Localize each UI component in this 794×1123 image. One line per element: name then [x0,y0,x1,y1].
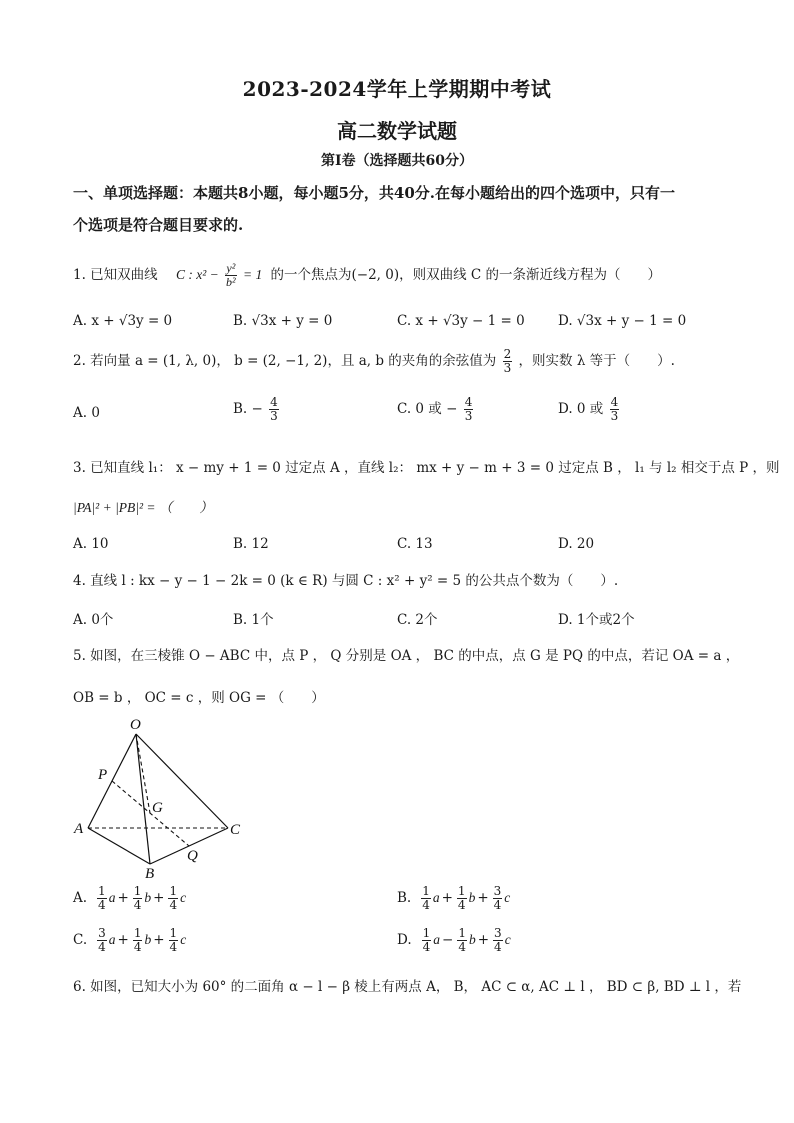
segment-PQ [112,781,189,846]
q5-term-num: 1 [458,926,466,940]
q2-option-b-pre: B. − [233,401,263,417]
q5-option-label: B. [397,890,412,906]
question-4: 4. 直线 l : kx − y − 1 − 2k = 0 (k ∈ R) 与圆 C : x² + y² = 5 的公共点个数为（ ）. [73,573,619,589]
question-3-line2: |PA|² + |PB|² = （ ） [73,500,213,515]
q5-term-den: 4 [98,898,106,912]
q4-option-d[interactable]: D. 1个或2个 [558,612,635,628]
q2-option-d-pre: D. 0 或 [558,401,604,417]
q5-term-operator: + [117,932,129,948]
q2-option-c[interactable] [397,396,475,423]
q5-term-vector: a [433,932,441,947]
question-1 [73,262,661,289]
q5-option-label: A. [73,890,88,906]
q5-option-c[interactable] [73,927,190,954]
q1-option-c[interactable]: C. x + √3y − 1 = 0 [397,313,525,329]
q2-text-a: 2. 若向量 a = (1, λ, 0)， b = (2, −1, 2)，且 a, b 的夹角的余弦值为 [73,353,497,369]
q5-term-operator: + [153,890,165,906]
q5-term-fraction [457,927,467,954]
q3-option-c[interactable]: C. 13 [397,536,433,552]
q5-term-vector: b [144,932,152,947]
q1-option-b[interactable]: B. √3x + y = 0 [233,313,333,329]
label-C: C [230,822,241,838]
q1-frac-num: y² [226,261,236,275]
q2-option-a[interactable]: A. 0 [73,405,100,421]
q5-term-vector: c [504,932,511,947]
q5-term-fraction [97,927,107,954]
q5-term-den: 4 [133,898,142,912]
q2-option-b-num: 4 [270,395,278,409]
q5-term-vector: c [504,890,511,905]
q4-option-a[interactable]: A. 0个 [73,612,114,628]
q5-term-den: 4 [422,940,431,954]
q5-term-num: 1 [133,884,142,898]
q5-term-num: 3 [494,926,502,940]
q1-text: 的一个焦点为(−2, 0)，则双曲线 C 的一条渐近线方程为（ ） [270,267,662,283]
q2-frac-den: 3 [503,361,512,375]
edge-OC [136,734,228,828]
q5-term-num: 3 [98,926,106,940]
q2-option-c-frac [464,396,474,423]
q2-option-d[interactable] [558,396,621,423]
q1-option-d[interactable]: D. √3x + y − 1 = 0 [558,313,687,329]
q1-eq: = 1 [242,267,263,282]
q2-option-c-den: 3 [464,409,473,423]
q5-term-vector: a [432,890,440,905]
q5-term-fraction [168,885,178,912]
q5-term-den: 4 [493,898,502,912]
q5-term-den: 4 [457,898,466,912]
q3-option-d[interactable]: D. 20 [558,536,595,552]
q5-term-den: 4 [98,940,106,954]
q2-frac-num: 2 [503,347,512,361]
q5-term-num: 1 [98,884,106,898]
q2-option-b-frac [269,396,279,423]
q5-term-vector: a [108,890,116,905]
q2-option-d-num: 4 [610,395,619,409]
q5-term-num: 1 [133,926,142,940]
q5-term-vector: c [180,890,187,905]
q5-term-num: 1 [422,926,431,940]
q5-term-fraction [493,927,503,954]
label-P: P [98,767,108,783]
q5-option-b[interactable] [397,885,514,912]
q5-term-den: 4 [422,898,430,912]
q2-fraction [503,348,513,375]
q5-term-fraction [421,885,431,912]
q3-option-a[interactable]: A. 10 [73,536,109,552]
exam-subtitle: 高二数学试题 [337,119,457,143]
q1-curve: C : x² − [175,267,219,282]
q5-term-num: 1 [169,884,178,898]
q2-option-c-pre: C. 0 或 − [397,401,458,417]
q1-fraction [225,262,237,289]
q5-term-vector: b [468,932,476,947]
q5-option-d[interactable] [397,927,515,954]
edge-AB [88,828,150,864]
q5-term-fraction [133,885,143,912]
q5-term-fraction [97,885,107,912]
exam-title: 2023-2024学年上学期期中考试 [242,77,552,101]
question-5-line1: 5. 如图，在三棱锥 O − ABC 中，点 P ， Q 分别是 OA ， BC 的中点，点 G 是 PQ 的中点，若记 OA = a ， [73,648,740,664]
tetrahedron-figure [70,712,260,882]
q5-term-den: 4 [169,898,178,912]
q5-term-den: 4 [494,940,502,954]
q5-term-operator: + [477,932,490,948]
q5-term-num: 1 [422,884,430,898]
label-Q: Q [187,848,198,864]
q2-text-b: ，则实数 λ 等于（ ）. [518,353,675,369]
q5-term-vector: b [468,890,476,905]
label-B: B [145,866,155,882]
q1-frac-den: b² [226,275,236,289]
q5-term-num: 1 [169,926,178,940]
section-heading-line2: 个选项是符合题目要求的. [73,216,244,234]
q5-term-operator: + [477,890,489,906]
q5-term-operator: + [441,890,453,906]
q5-term-den: 4 [169,940,178,954]
q1-prefix: 1. 已知双曲线 [73,267,158,283]
q4-option-c[interactable]: C. 2个 [397,612,438,628]
q3-option-b[interactable]: B. 12 [233,536,269,552]
q5-term-fraction [457,885,467,912]
label-O: O [130,717,141,733]
q5-term-den: 4 [133,940,142,954]
label-G: G [152,800,163,816]
q2-option-d-frac [610,396,620,423]
q5-option-a[interactable] [73,885,190,912]
q5-term-operator: + [153,932,165,948]
question-6-line1: 6. 如图，已知大小为 60° 的二面角 α − l − β 棱上有两点 A， B， AC ⊂ α, AC ⊥ l ， BD ⊂ β, BD ⊥ l ，若 [73,979,742,995]
q5-term-operator: + [117,890,129,906]
q5-term-den: 4 [458,940,466,954]
q5-term-fraction [169,927,179,954]
q2-option-d-den: 3 [610,409,619,423]
q5-option-label: C. [73,932,88,948]
q5-term-vector: a [108,932,116,947]
q5-term-vector: c [180,932,187,947]
q5-term-vector: b [144,890,152,905]
q5-term-fraction [493,885,503,912]
part-label: 第Ⅰ卷（选择题共60分） [320,153,474,169]
q1-option-a[interactable]: A. x + √3y = 0 [73,313,173,329]
q5-term-operator: − [442,932,454,948]
q5-option-label: D. [397,932,412,948]
q5-term-fraction [133,927,143,954]
question-3-line1: 3. 已知直线 l₁： x − my + 1 = 0 过定点 A ，直线 l₂： mx + y − m + 3 = 0 过定点 B ， l₁ 与 l₂ 相交于点 P ，则 [73,460,780,476]
question-2 [73,348,675,375]
q5-term-num: 3 [493,884,502,898]
question-5-line2: OB = b ， OC = c ，则 OG = （ ） [73,690,325,706]
q2-option-c-num: 4 [464,395,473,409]
q2-option-b[interactable] [233,396,281,423]
q2-option-b-den: 3 [270,409,278,423]
label-A: A [74,821,84,837]
q5-term-num: 1 [457,884,466,898]
q4-option-b[interactable]: B. 1个 [233,612,274,628]
q5-term-fraction [422,927,432,954]
section-heading-line1: 一、单项选择题：本题共8小题，每小题5分，共40分.在每小题给出的四个选项中，只有一 [73,184,675,202]
